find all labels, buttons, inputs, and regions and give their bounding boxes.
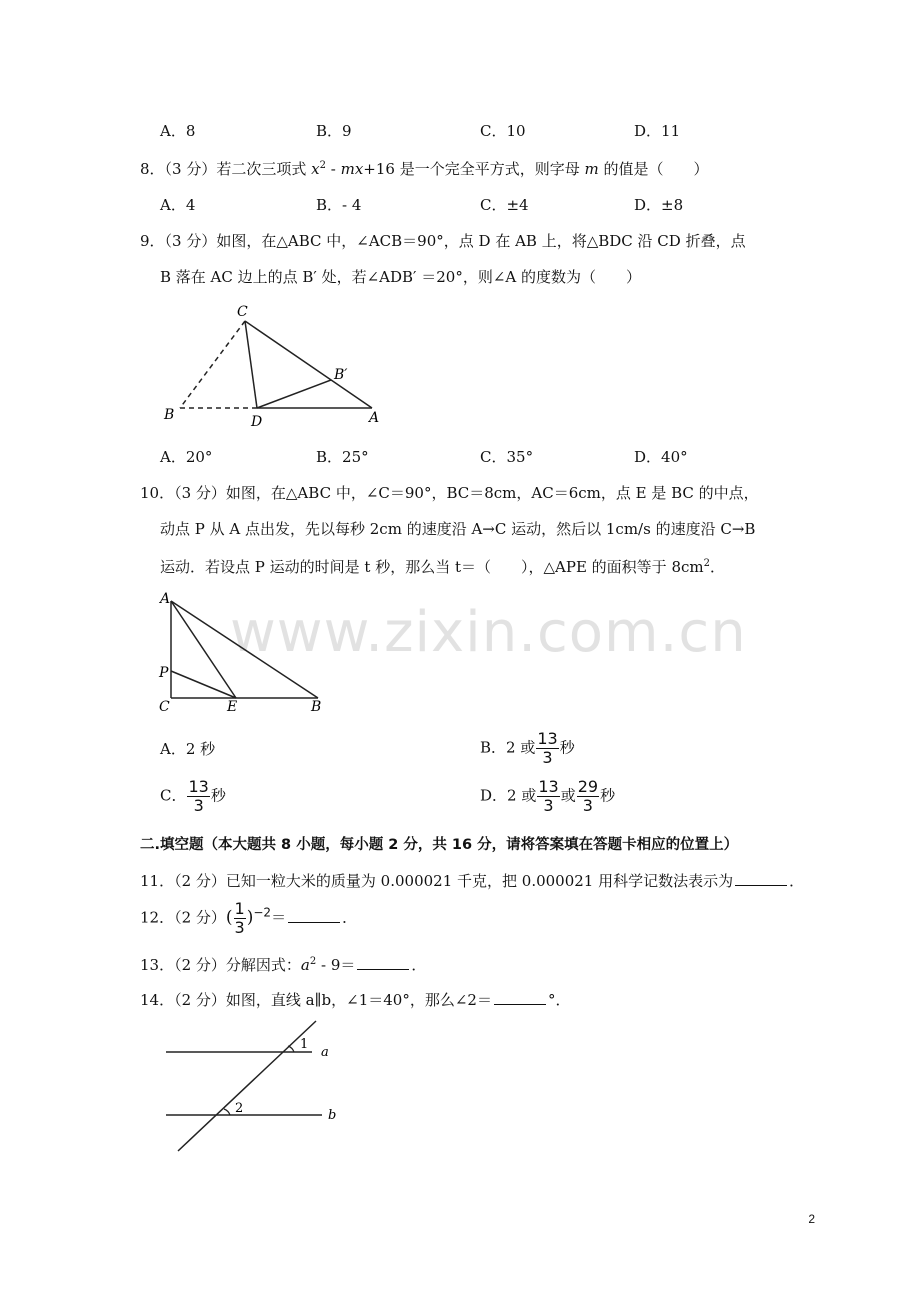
q10-label-p: P <box>159 665 169 681</box>
question-12 <box>140 900 357 937</box>
q13-prefix: 13．（2 分）分解因式： <box>140 956 301 974</box>
q10-label-c: C <box>159 699 170 715</box>
q11-stem: 11．（2 分）已知一粒大米的质量为 0.000021 千克，把 0.000021 用科学记数法表示为 <box>140 872 734 890</box>
question-8 <box>140 158 709 179</box>
q9-option-b: B．25° <box>316 448 369 466</box>
page-number: 2 <box>808 1212 815 1226</box>
q9-label-a: A <box>369 410 380 426</box>
q12-denominator: 3 <box>234 918 245 937</box>
q9-label-d: D <box>251 414 263 430</box>
q9-line-2: B 落在 AC 边上的点 B′ 处，若∠ADB′ ＝20°，则∠A 的度数为（ ） <box>160 268 641 286</box>
q10-label-e: E <box>227 699 238 715</box>
q10-option-b-suffix: 秒 <box>559 738 575 757</box>
q9-option-d: D．40° <box>634 448 688 466</box>
q11-answer-blank[interactable] <box>735 871 787 886</box>
q8-option-c: C．±4 <box>480 196 529 214</box>
q10-option-d-fraction-1 <box>537 778 559 815</box>
watermark: www.zixin.com.cn <box>230 600 747 665</box>
q9-label-bprime: B′ <box>334 367 348 383</box>
q10-option-c-prefix: C． <box>160 786 187 805</box>
q9-label-c: C <box>237 304 248 320</box>
q8-var-x2: x <box>354 160 364 178</box>
q8-option-a: A．4 <box>160 196 196 214</box>
q10-option-d-suffix: 秒 <box>600 786 616 805</box>
q7-option-c: C．10 <box>480 122 526 140</box>
q11-end: ． <box>789 872 805 890</box>
q9-option-a: A．20° <box>160 448 213 466</box>
question-11 <box>140 870 804 891</box>
q13-var-a: a <box>300 956 310 974</box>
question-14 <box>140 989 570 1010</box>
q10-line-3 <box>160 556 725 577</box>
q10-triangle-figure <box>150 585 340 720</box>
q14-end: °． <box>547 991 571 1009</box>
q8-exp: 2 <box>319 160 326 171</box>
q7-option-d: D．11 <box>634 122 681 140</box>
question-13 <box>140 954 426 975</box>
q8-stem-start: 8．（3 分）若二次三项式 <box>140 160 307 178</box>
q10-option-a: A．2 秒 <box>160 740 216 758</box>
q14-answer-blank[interactable] <box>494 990 546 1005</box>
q10-option-c-suffix: 秒 <box>210 786 226 805</box>
q13-end: ． <box>411 956 427 974</box>
q12-equals: ＝ <box>271 908 287 927</box>
q8-minus: - <box>325 160 341 178</box>
q10-option-c-numerator: 13 <box>188 777 209 796</box>
q10-option-d-numerator-1: 13 <box>538 777 559 796</box>
q10-option-b <box>480 730 575 767</box>
q10-option-b-denominator: 3 <box>542 748 553 767</box>
q12-answer-blank[interactable] <box>288 908 340 923</box>
q10-option-b-numerator: 13 <box>537 729 558 748</box>
q14-label-angle-2: 2 <box>235 1101 244 1116</box>
q8-var-m2: m <box>584 160 599 178</box>
q10-option-d-fraction-2 <box>577 778 599 815</box>
q10-line-3-exp: 2 <box>703 558 710 569</box>
q12-end: ． <box>342 908 358 927</box>
q8-stem-mid: +16 是一个完全平方式，则字母 <box>363 160 580 178</box>
q10-label-a: A <box>160 591 171 607</box>
q12-fraction <box>234 900 246 937</box>
q8-option-b: B．- 4 <box>316 196 362 214</box>
q10-option-b-fraction <box>536 730 558 767</box>
q13-expression: - 9＝ <box>316 956 356 974</box>
q10-line-2: 动点 P 从 A 点出发，先以每秒 2cm 的速度沿 A→C 运动，然后以 1cm/s 的速度沿 C→B <box>160 520 756 538</box>
q12-numerator: 1 <box>234 899 245 918</box>
q8-stem-end: 的值是（ ） <box>603 160 709 178</box>
q7-option-b: B．9 <box>316 122 352 140</box>
q9-triangle-figure <box>150 295 400 435</box>
q12-right-paren: ) <box>246 907 254 928</box>
q8-option-d: D．±8 <box>634 196 684 214</box>
q12-prefix: 12．（2 分） <box>140 908 226 927</box>
q8-var-m: m <box>340 160 355 178</box>
q10-line-3-end: ． <box>709 558 725 576</box>
q12-exponent: −2 <box>253 905 272 920</box>
q7-option-a: A．8 <box>160 122 196 140</box>
q10-option-b-prefix: B．2 或 <box>480 738 536 757</box>
q8-var-x: x <box>311 160 320 178</box>
q10-option-c <box>160 778 226 815</box>
q10-option-d-prefix: D．2 或 <box>480 786 537 805</box>
section-fill-in-heading: 二.填空题（本大题共 8 小题，每小题 2 分，共 16 分，请将答案填在答题卡相应的位置上） <box>140 837 739 853</box>
q14-label-angle-1: 1 <box>300 1037 309 1052</box>
q12-left-paren: ( <box>225 907 233 928</box>
q9-option-c: C．35° <box>480 448 534 466</box>
q10-option-d-denominator-2: 3 <box>582 796 593 815</box>
q9-line-1: 9．（3 分）如图，在△ABC 中，∠ACB＝90°，点 D 在 AB 上，将△BDC 沿 CD 折叠，点 <box>140 232 746 250</box>
q10-option-c-fraction <box>187 778 209 815</box>
q10-line-1: 10．（3 分）如图，在△ABC 中，∠C＝90°，BC＝8cm，AC＝6cm，点 E 是 BC 的中点， <box>140 484 759 502</box>
q10-option-d <box>480 778 615 815</box>
q10-option-d-or: 或 <box>560 786 576 805</box>
q14-label-a: a <box>321 1045 329 1060</box>
q13-answer-blank[interactable] <box>357 955 409 970</box>
q13-exponent: 2 <box>309 956 317 967</box>
q10-label-b: B <box>311 699 322 715</box>
q10-line-3-text: 运动．若设点 P 运动的时间是 t 秒，那么当 t＝（ ），△APE 的面积等于 8cm <box>160 558 704 576</box>
q9-label-b: B <box>164 407 175 423</box>
q14-label-b: b <box>328 1108 337 1123</box>
q14-parallel-lines-figure <box>160 1015 360 1155</box>
q10-option-d-denominator-1: 3 <box>543 796 554 815</box>
q10-option-c-denominator: 3 <box>193 796 204 815</box>
q14-stem: 14．（2 分）如图，直线 a∥b，∠1＝40°，那么∠2＝ <box>140 991 492 1009</box>
q10-option-d-numerator-2: 29 <box>577 777 599 796</box>
